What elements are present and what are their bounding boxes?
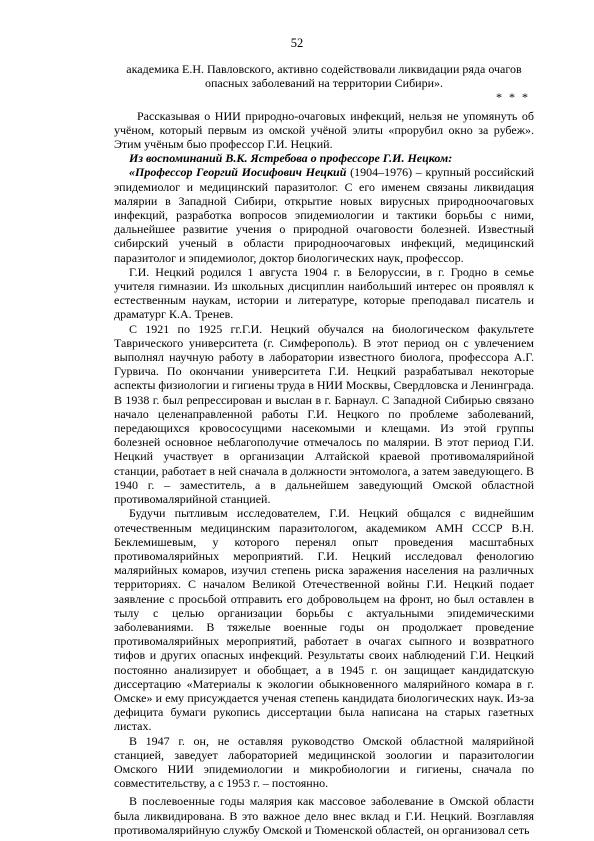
biography-subject-name: «Профессор Георгий Иосифович Нецкий: [129, 165, 347, 180]
section-separator: * * *: [496, 90, 530, 105]
paragraph-birth: Г.И. Нецкий родился 1 августа 1904 г. в Белоруссии, в г. Гродно в семье учителя гимназии. Из школьных дисциплин наибольший интерес он проявлял к естественным наукам, истории и литературе, которые преподавал писатель и драматург К.А. Тренев.: [114, 264, 534, 322]
paragraph-continued-end: опасных заболеваний на территории Сибири».: [204, 76, 444, 91]
paragraph-1947: В 1947 г. он, не оставляя руководство Омской областной малярийной станцией, заведует лабораторией медицинской зоологии и паразитологии Омского НИИ эпидемиологии и микробиологии и гигиены, сначала по совместительству, а с 1953 г. – постоянно.: [114, 733, 534, 791]
paragraph-research: Будучи пытливым исследователем, Г.И. Нецкий общался с виднейшим отечественным медицинским паразитологом, академиком АМН СССР В.Н. Беклемишевым, у которого перенял опыт проведения масштабных противомалярийных мероприятий. Г.И. Нецкий исследовал фенологию малярийных комаров, изучил степень риска заражения населения на различных территориях. С началом Великой Отечественной войны Г.И. Нецкий подает заявление с просьбой отправить его добровольцем на фронт, но был оставлен в тылу с целью организации борьбы с актуальными эпидемическими заболеваниями. В тяжелые военные годы он продолжает проведение противомалярийных мероприятий, работает в очагах сыпного и возвратного тифов и других опасных инфекций. Результаты своих наблюдений Г.И. Нецкий постоянно анализирует и обобщает, а в 1945 г. он защищает кандидатскую диссертацию «Материалы к экологии обыкновенного малярийного комара в г. Омске» и ему присуждается ученая степень кандидата биологических наук. Из-за дефицита бумаги рукопись диссертации была написана на старых газетных листах.: [114, 506, 534, 734]
section-heading: Из воспоминаний В.К. Ястребова о профессоре Г.И. Нецком:: [129, 151, 453, 166]
paragraph-education: С 1921 по 1925 гг.Г.И. Нецкий обучался на биологическом факультете Таврического университета (г. Симферополь). В этот период он с увлечением выполнял научную работу в лаборатории известного биолога, профессора А.Г. Гурвича. По окончании университета Г.И. Нецкий разрабатывал некоторые аспекты физиологии и гигиены труда в НИИ Москвы, Свердловска и Ленинграда. В 1938 г. был репрессирован и выслан в г. Барнаул. С Западной Сибирью связано начало целенаправленной работы Г.И. Нецкого по проблеме заболеваний, передающихся кровососущими насекомыми и клещами. Из этой группы болезней основное неблагополучие отмечалось по малярии. В этот период Г.И. Нецкий участвует в организации Алтайской краевой противомалярийной станции, работает в ней сначала в должности энтомолога, а затем заведующего. В 1940 г. – заместитель, а в дальнейшем заведующий Омской областной противомалярийной станцией.: [114, 321, 534, 507]
page-number: 52: [290, 36, 304, 50]
paragraph-biography-lead: [114, 165, 534, 264]
biography-lead-text: (1904–1976) – крупный российский эпидемиолог и медицинский паразитолог. С его именем связаны ликвидация малярии в Западной Сибири, открытие новых вирусных природноочаговых инфекций, разработка вопросов эпидемиологии и тактики борьбы с ними, дальнейшее развитие учения о природной очаговости болезней. Известный сибирский ученый в области природноочаговых инфекций, медицинский паразитолог и эпидемиолог, доктор биологических наук, профессор.: [114, 165, 534, 265]
paragraph-intro: Рассказывая о НИИ природно-очаговых инфекций, нельзя не упомянуть об учёном, который первым из омской учёной элиты «прорубил окно за рубеж». Этим учёным быо профессор Г.И. Нецкий.: [114, 108, 534, 152]
paragraph-continued-line: академика Е.Н. Павловского, активно содействовали ликвидации ряда очагов: [126, 62, 522, 76]
page-body: [114, 62, 534, 837]
paragraph-postwar: В послевоенные годы малярия как массовое заболевание в Омской области была ликвидирована. В это важное дело внес вклад и Г.И. Нецкий. Возглавляя противомалярийную службу Омской и Тюменской областей, он организовал сеть: [114, 794, 534, 837]
